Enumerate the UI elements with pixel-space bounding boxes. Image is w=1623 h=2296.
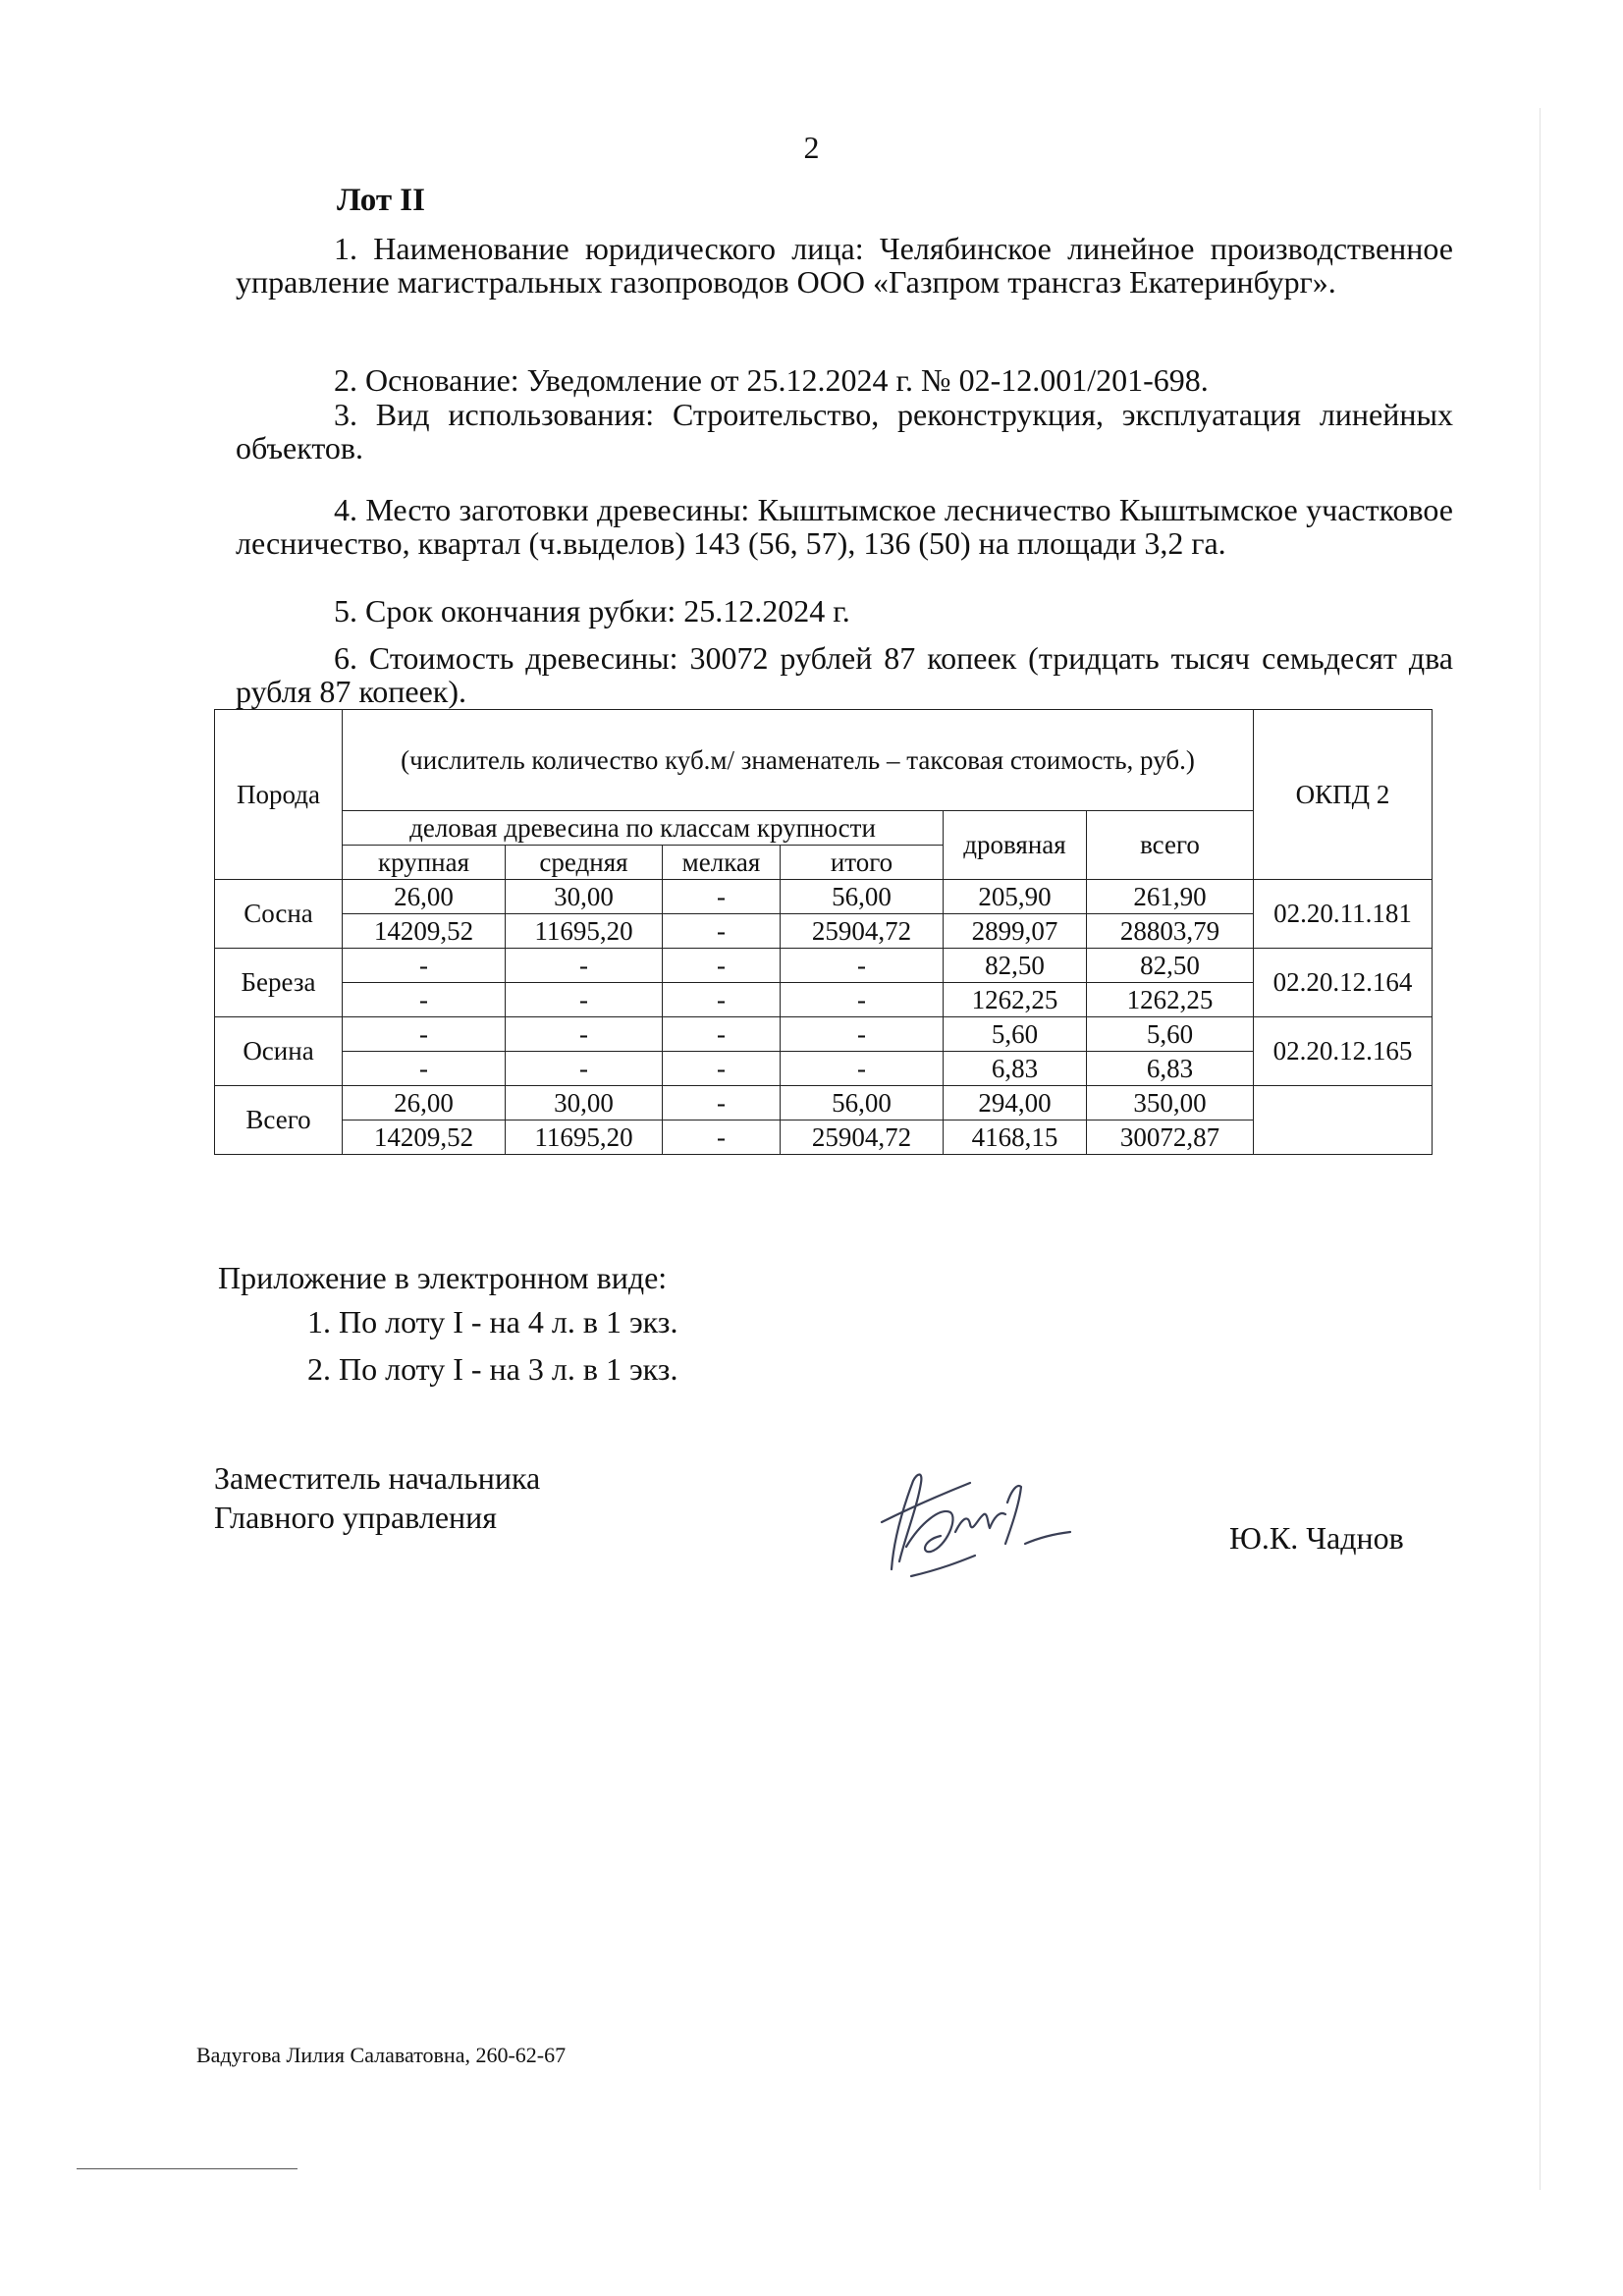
volume-cell: - (781, 1017, 944, 1052)
cost-cell: 1262,25 (1087, 983, 1254, 1017)
paragraph-harvest-location: 4. Место заготовки древесины: Кыштымское лесничество Кыштымское участковое лесничество, квартал (ч.выделов) 143 (56, 57), 136 (50) на площади 3,2 га. (236, 492, 1453, 561)
cost-cell: - (663, 914, 781, 949)
paragraph-basis: 2. Основание: Уведомление от 25.12.2024 г. № 02-12.001/201-698. (334, 362, 1209, 398)
list-item: 1. По лоту I - на 4 л. в 1 экз. (307, 1304, 678, 1339)
paragraph-timber-cost: 6. Стоимость древесины: 30072 рублей 87 копеек (тридцать тысяч семьдесят два рубля 87 копеек). (236, 640, 1453, 709)
volume-cell: - (343, 1017, 506, 1052)
species-name: Осина (215, 1017, 343, 1086)
header-total: всего (1087, 811, 1254, 880)
volume-cell: 205,90 (944, 880, 1087, 914)
cost-cell: - (343, 1052, 506, 1086)
cost-cell: 6,83 (944, 1052, 1087, 1086)
appendix-title: Приложение в электронном виде: (218, 1260, 668, 1295)
volume-cell: 261,90 (1087, 880, 1254, 914)
header-small: мелкая (663, 846, 781, 880)
volume-cell: 82,50 (944, 949, 1087, 983)
cost-cell: 25904,72 (781, 1121, 944, 1155)
species-name: Сосна (215, 880, 343, 949)
volume-cell: 30,00 (506, 880, 663, 914)
volume-cell: 56,00 (781, 1086, 944, 1121)
cost-cell: - (506, 983, 663, 1017)
cost-cell: 2899,07 (944, 914, 1087, 949)
volume-cell: - (506, 1017, 663, 1052)
table-row (215, 1086, 1433, 1121)
volume-cell: - (663, 1086, 781, 1121)
cost-cell: - (781, 1052, 944, 1086)
table-row (215, 949, 1433, 983)
volume-cell: 5,60 (1087, 1017, 1254, 1052)
table-row (215, 1017, 1433, 1052)
okpd-code: 02.20.11.181 (1254, 880, 1433, 949)
volume-cell: - (663, 949, 781, 983)
paragraph-legal-entity: 1. Наименование юридического лица: Челябинское линейное производственное управление магистральных газопроводов ООО «Газпром трансгаз Екатеринбург». (236, 231, 1453, 300)
species-name: Береза (215, 949, 343, 1017)
okpd-code: 02.20.12.165 (1254, 1017, 1433, 1086)
volume-cell: 294,00 (944, 1086, 1087, 1121)
appendix-list (307, 1298, 677, 1393)
cost-cell: - (343, 983, 506, 1017)
cost-cell: 6,83 (1087, 1052, 1254, 1086)
header-species: Порода (215, 710, 343, 880)
volume-cell: - (343, 949, 506, 983)
volume-cell: - (663, 1017, 781, 1052)
executor-contact: Вадугова Лилия Салаватовна, 260-62-67 (196, 2043, 567, 2067)
species-name: Всего (215, 1086, 343, 1155)
cost-cell: 14209,52 (343, 914, 506, 949)
volume-cell: - (506, 949, 663, 983)
header-firewood: дровяная (944, 811, 1087, 880)
cost-cell: 1262,25 (944, 983, 1087, 1017)
volume-cell: - (663, 880, 781, 914)
okpd-code: 02.20.12.164 (1254, 949, 1433, 1017)
table-row (215, 983, 1433, 1017)
cost-cell: - (781, 983, 944, 1017)
page-number: 2 (803, 130, 820, 165)
list-item: 2. По лоту I - на 3 л. в 1 экз. (307, 1351, 678, 1387)
cost-cell: 25904,72 (781, 914, 944, 949)
paragraph-usage-type: 3. Вид использования: Строительство, реконструкция, эксплуатация линейных объектов. (236, 397, 1453, 465)
timber-table (214, 709, 1433, 1155)
volume-cell: 56,00 (781, 880, 944, 914)
cost-cell: 4168,15 (944, 1121, 1087, 1155)
table-row (215, 1052, 1433, 1086)
timber-table-container (214, 709, 1433, 1155)
volume-cell: 82,50 (1087, 949, 1254, 983)
cost-cell: 11695,20 (506, 1121, 663, 1155)
volume-cell: 30,00 (506, 1086, 663, 1121)
cost-cell: 30072,87 (1087, 1121, 1254, 1155)
paragraph-cutting-deadline: 5. Срок окончания рубки: 25.12.2024 г. (334, 593, 850, 629)
volume-cell: 26,00 (343, 1086, 506, 1121)
cost-cell: - (506, 1052, 663, 1086)
lot-title: Лот II (337, 183, 425, 218)
cost-cell: - (663, 1121, 781, 1155)
table-row (215, 880, 1433, 914)
header-subtotal: итого (781, 846, 944, 880)
volume-cell: 26,00 (343, 880, 506, 914)
handwritten-signature (852, 1453, 1108, 1581)
table-row (215, 914, 1433, 949)
header-main: (числитель количество куб.м/ знаменатель – таксовая стоимость, руб.) (343, 710, 1254, 811)
header-medium: средняя (506, 846, 663, 880)
header-business-timber: деловая древесина по классам крупности (343, 811, 944, 846)
signatory-position-line: Главного управления (214, 1500, 497, 1535)
scan-edge-line (1540, 108, 1541, 2190)
cost-cell: 11695,20 (506, 914, 663, 949)
cost-cell: - (663, 983, 781, 1017)
cost-cell: 28803,79 (1087, 914, 1254, 949)
header-large: крупная (343, 846, 506, 880)
volume-cell: 350,00 (1087, 1086, 1254, 1121)
volume-cell: - (781, 949, 944, 983)
volume-cell: 5,60 (944, 1017, 1087, 1052)
okpd-code (1254, 1086, 1433, 1155)
header-okpd: ОКПД 2 (1254, 710, 1433, 880)
signatory-name: Ю.К. Чаднов (1229, 1520, 1404, 1556)
table-row (215, 1121, 1433, 1155)
signatory-position (214, 1458, 540, 1537)
signatory-position-line: Заместитель начальника (214, 1460, 541, 1496)
footer-divider (77, 2168, 298, 2169)
cost-cell: 14209,52 (343, 1121, 506, 1155)
cost-cell: - (663, 1052, 781, 1086)
